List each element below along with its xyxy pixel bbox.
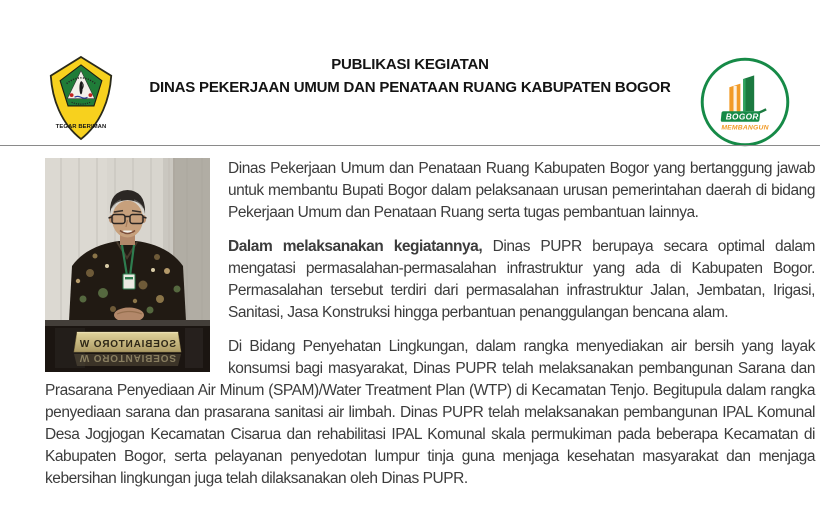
logo-text-membangun: MEMBANGUN xyxy=(721,124,769,132)
bogor-membangun-logo xyxy=(699,56,791,148)
paragraph-2-lead: Dalam melaksanakan kegiatannya, xyxy=(228,238,483,255)
paragraph-3: Di Bidang Penyehatan Lingkungan, dalam rangka menyediakan air bersih yang layak konsumsi bagi masyarakat, Dinas PUPR telah melaksanakan pembangunan Sarana dan Prasarana Penyediaan Air Minum (SPAM)/Water Treatment Plan (WTP) di Kecamatan Tenjo. Begitupula dalam rangka penyediaan sarana dan prasarana sanitasi air limbah. Dinas PUPR telah melaksanakan pembangunan IPAL Komunal Desa Jogjogan Kecamatan Cisarua dan rehabilitasi IPAL Komunal skala permukiman pada beberapa Kecamatan di Kabupaten Bogor, serta pelayanan penyedotan lumpur tinja guna menjaga kesehatan masyarakat dan menjaga kebersihan lingkungan juga telah dilaksanakan oleh Dinas PUPR. xyxy=(45,338,815,487)
header-divider xyxy=(0,145,820,146)
page-title xyxy=(0,53,820,99)
official-photo xyxy=(45,158,210,372)
building-right-edge xyxy=(743,79,745,111)
nameplate xyxy=(74,332,181,366)
building-left-stripe xyxy=(734,86,737,112)
nameplate-reflection-text: SOEBIANTORO W xyxy=(79,352,176,363)
page-title-line2: DINAS PEKERJAAN UMUM DAN PENATAAN RUANG KABUPATEN BOGOR xyxy=(149,79,671,96)
paragraph-2-rest: Dinas PUPR berupaya secara optimal dalam mengatasi permasalahan-permasalahan infrastruktur yang ada di Kabupaten Bogor. Permasalahan tersebut terdiri dari permasalahan infrastruktur Jalan, Jembatan, Irigasi, Sanitasi, Jasa Konstruksi hingga perbantuan penanggulangan bencana alam. xyxy=(228,238,815,321)
page-title-line1: PUBLIKASI KEGIATAN xyxy=(331,56,489,73)
article-body xyxy=(45,158,815,502)
logo-text-bogor: BOGOR xyxy=(725,112,759,122)
nameplate-text: SOEBIANTORO W xyxy=(79,339,176,350)
bogor-membangun-icon xyxy=(699,56,791,148)
official-photo-image xyxy=(45,158,210,372)
paragraph-1: Dinas Pekerjaan Umum dan Penataan Ruang Kabupaten Bogor yang bertanggung jawab untuk membantu Bupati Bogor dalam pelaksanaan urusan pemerintahan daerah di bidang Pekerjaan Umum dan Penataan Ruang serta tugas pembantuan lainnya. xyxy=(228,160,815,221)
crest-motto-text: TEGAR BERIMAN xyxy=(55,124,107,131)
